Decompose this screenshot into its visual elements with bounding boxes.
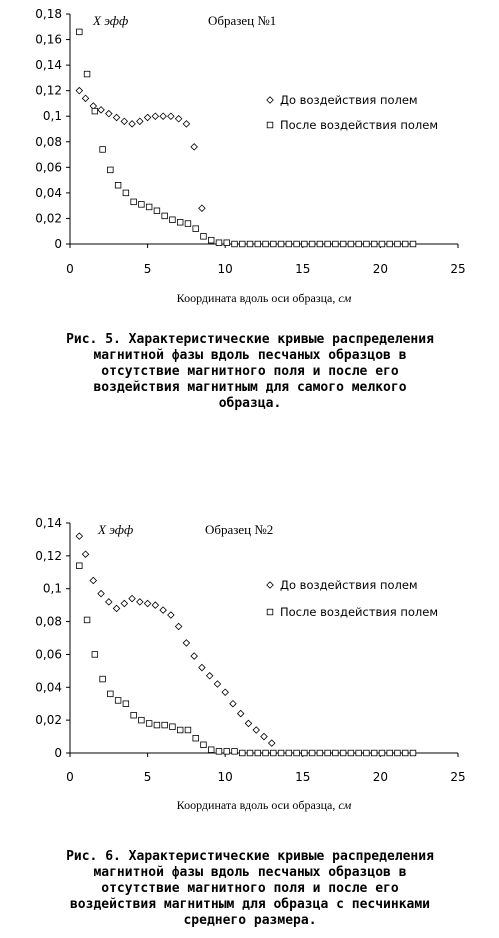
y-tick-label: 0,12 [35,548,62,563]
legend [267,578,438,619]
data-point [108,691,114,697]
data-point [201,234,207,240]
data-point [139,202,145,208]
data-point [123,701,129,707]
data-point [160,607,166,613]
data-point [340,750,346,756]
data-point [325,241,331,247]
y-tick-label: 0,1 [42,581,62,596]
data-point [193,735,199,741]
data-point [410,241,416,247]
data-point [160,113,166,119]
data-point [302,241,308,247]
data-point [402,241,408,247]
data-point [82,95,88,101]
data-point [371,241,377,247]
data-point [216,240,222,246]
data-point [410,750,416,756]
data-point [379,750,385,756]
x-axis-label: Координата вдоль оси образца, см [176,798,352,812]
y-tick-label: 0,14 [35,58,62,73]
data-point [162,722,168,728]
y-tick-label: 0,04 [35,185,62,200]
data-point [208,747,214,753]
data-point [224,749,230,755]
data-point [146,721,152,727]
data-point [286,750,292,756]
data-point [371,750,377,756]
data-point [98,107,104,113]
data-point [100,676,106,682]
data-point [170,724,176,730]
data-point [333,241,339,247]
data-point [340,241,346,247]
data-point [162,213,168,219]
chart-sample-2 [0,515,499,815]
data-point [232,241,238,247]
data-point [333,750,339,756]
data-point [121,600,127,606]
y-tick-label: 0,02 [35,211,62,226]
data-point [168,113,174,119]
data-point [356,750,362,756]
chart-title: Образец №1 [208,13,277,28]
data-point [379,241,385,247]
series-diamond [76,533,275,746]
data-point [269,740,275,746]
data-point [146,204,152,210]
data-point [356,241,362,247]
data-point [92,108,98,114]
data-point [348,750,354,756]
data-point [144,114,150,120]
x-tick-label: 5 [143,262,152,276]
data-point [261,733,267,739]
data-point [115,698,121,704]
data-point [152,113,158,119]
data-point [364,241,370,247]
data-point [253,727,259,733]
data-point [255,241,261,247]
y-tick-label: 0,08 [35,614,62,629]
data-point [106,110,112,116]
legend-marker-diamond [267,97,273,103]
y-tick-label: 0,18 [35,7,62,21]
data-point [185,727,191,733]
data-point [402,750,408,756]
x-tick-label: 10 [217,262,233,276]
data-point [106,599,112,605]
data-point [175,116,181,122]
x-tick-label: 0 [66,262,74,276]
data-point [263,750,269,756]
data-point [294,241,300,247]
x-tick-label: 15 [295,262,311,276]
data-point [199,664,205,670]
data-point [364,750,370,756]
data-point [131,712,137,718]
data-point [271,750,277,756]
data-point [183,121,189,127]
data-point [193,226,199,232]
data-point [199,205,205,211]
data-point [137,118,143,124]
data-point [317,241,323,247]
data-point [77,29,83,35]
data-point [129,595,135,601]
y-axis-label: Х эфф [98,522,134,537]
legend-label: До воздействия полем [280,93,418,107]
data-point [185,221,191,227]
data-point [232,749,238,755]
data-point [245,720,251,726]
series-diamond [76,87,205,211]
data-point [129,121,135,127]
data-point [247,241,253,247]
data-point [123,190,129,196]
data-point [113,114,119,120]
data-point [206,673,212,679]
data-point [395,750,401,756]
series-square [77,29,416,247]
data-point [92,652,98,658]
data-point [76,533,82,539]
data-point [309,241,315,247]
data-point [115,182,121,188]
data-point [154,722,160,728]
legend-marker-square [267,122,273,128]
data-point [238,710,244,716]
data-point [214,681,220,687]
legend-label: После воздействия полем [280,605,439,619]
data-point [286,241,292,247]
figure-5-caption: Рис. 5. Характеристические кривые распределения магнитной фазы вдоль песчаных образцов в отсутствие магнитного поля и после его воздействия магнитным для самого мелкого образца. [66,332,434,411]
legend [267,93,438,132]
data-point [144,600,150,606]
data-point [98,590,104,596]
x-tick-label: 0 [66,770,74,784]
data-point [177,727,183,733]
x-tick-label: 25 [450,262,466,276]
x-tick-label: 5 [143,770,152,784]
figure-6-caption: Рис. 6. Характеристические кривые распределения магнитной фазы вдоль песчаных образцов в отсутствие магнитного поля и после его воздействия магнитным для образца с песчинками среднего размера. [66,849,434,928]
data-point [90,577,96,583]
data-point [139,717,145,723]
data-point [191,653,197,659]
data-point [131,199,137,205]
x-axis-label: Координата вдоль оси образца, см [176,291,352,305]
y-tick-label: 0,04 [35,680,62,695]
data-point [263,241,269,247]
data-point [208,237,214,243]
data-point [278,241,284,247]
x-tick-label: 20 [372,262,389,276]
data-point [387,241,393,247]
data-point [309,750,315,756]
legend-label: После воздействия полем [280,118,439,132]
data-point [348,241,354,247]
x-tick-label: 25 [450,770,466,784]
y-tick-label: 0 [54,746,62,760]
x-tick-label: 20 [372,770,389,784]
data-point [271,241,277,247]
data-point [137,599,143,605]
y-tick-label: 0,06 [35,160,62,175]
x-tick-label: 15 [295,770,311,784]
data-point [222,689,228,695]
chart-sample-1 [0,0,499,310]
data-point [121,118,127,124]
y-tick-label: 0 [54,237,62,251]
data-point [177,219,183,225]
legend-marker-square [267,609,273,615]
data-point [191,144,197,150]
data-point [395,241,401,247]
data-point [302,750,308,756]
data-point [317,750,323,756]
data-point [154,208,160,214]
data-point [100,147,106,153]
chart-title: Образец №2 [205,522,274,537]
legend-label: До воздействия полем [280,578,418,592]
y-tick-label: 0,06 [35,647,62,662]
data-point [294,750,300,756]
data-point [247,750,253,756]
data-point [175,623,181,629]
data-point [278,750,284,756]
data-point [168,612,174,618]
legend-marker-diamond [267,582,273,588]
y-axis-label: Х эфф [93,13,129,28]
y-tick-label: 0,16 [35,32,62,47]
data-point [84,617,90,623]
data-point [152,602,158,608]
data-point [230,701,236,707]
data-point [239,241,245,247]
data-point [387,750,393,756]
y-tick-label: 0,08 [35,134,62,149]
x-tick-label: 10 [217,770,233,784]
data-point [113,605,119,611]
data-point [224,240,230,246]
y-tick-label: 0,1 [42,109,62,124]
data-point [82,551,88,557]
data-point [325,750,331,756]
data-point [84,71,90,77]
data-point [76,87,82,93]
y-tick-label: 0,12 [35,83,62,98]
data-point [255,750,261,756]
data-point [183,640,189,646]
data-point [170,217,176,223]
data-point [201,742,207,748]
data-point [239,750,245,756]
y-tick-label: 0,02 [35,713,62,728]
y-tick-label: 0,14 [35,516,62,530]
data-point [108,167,114,173]
data-point [77,563,83,569]
data-point [216,749,222,755]
